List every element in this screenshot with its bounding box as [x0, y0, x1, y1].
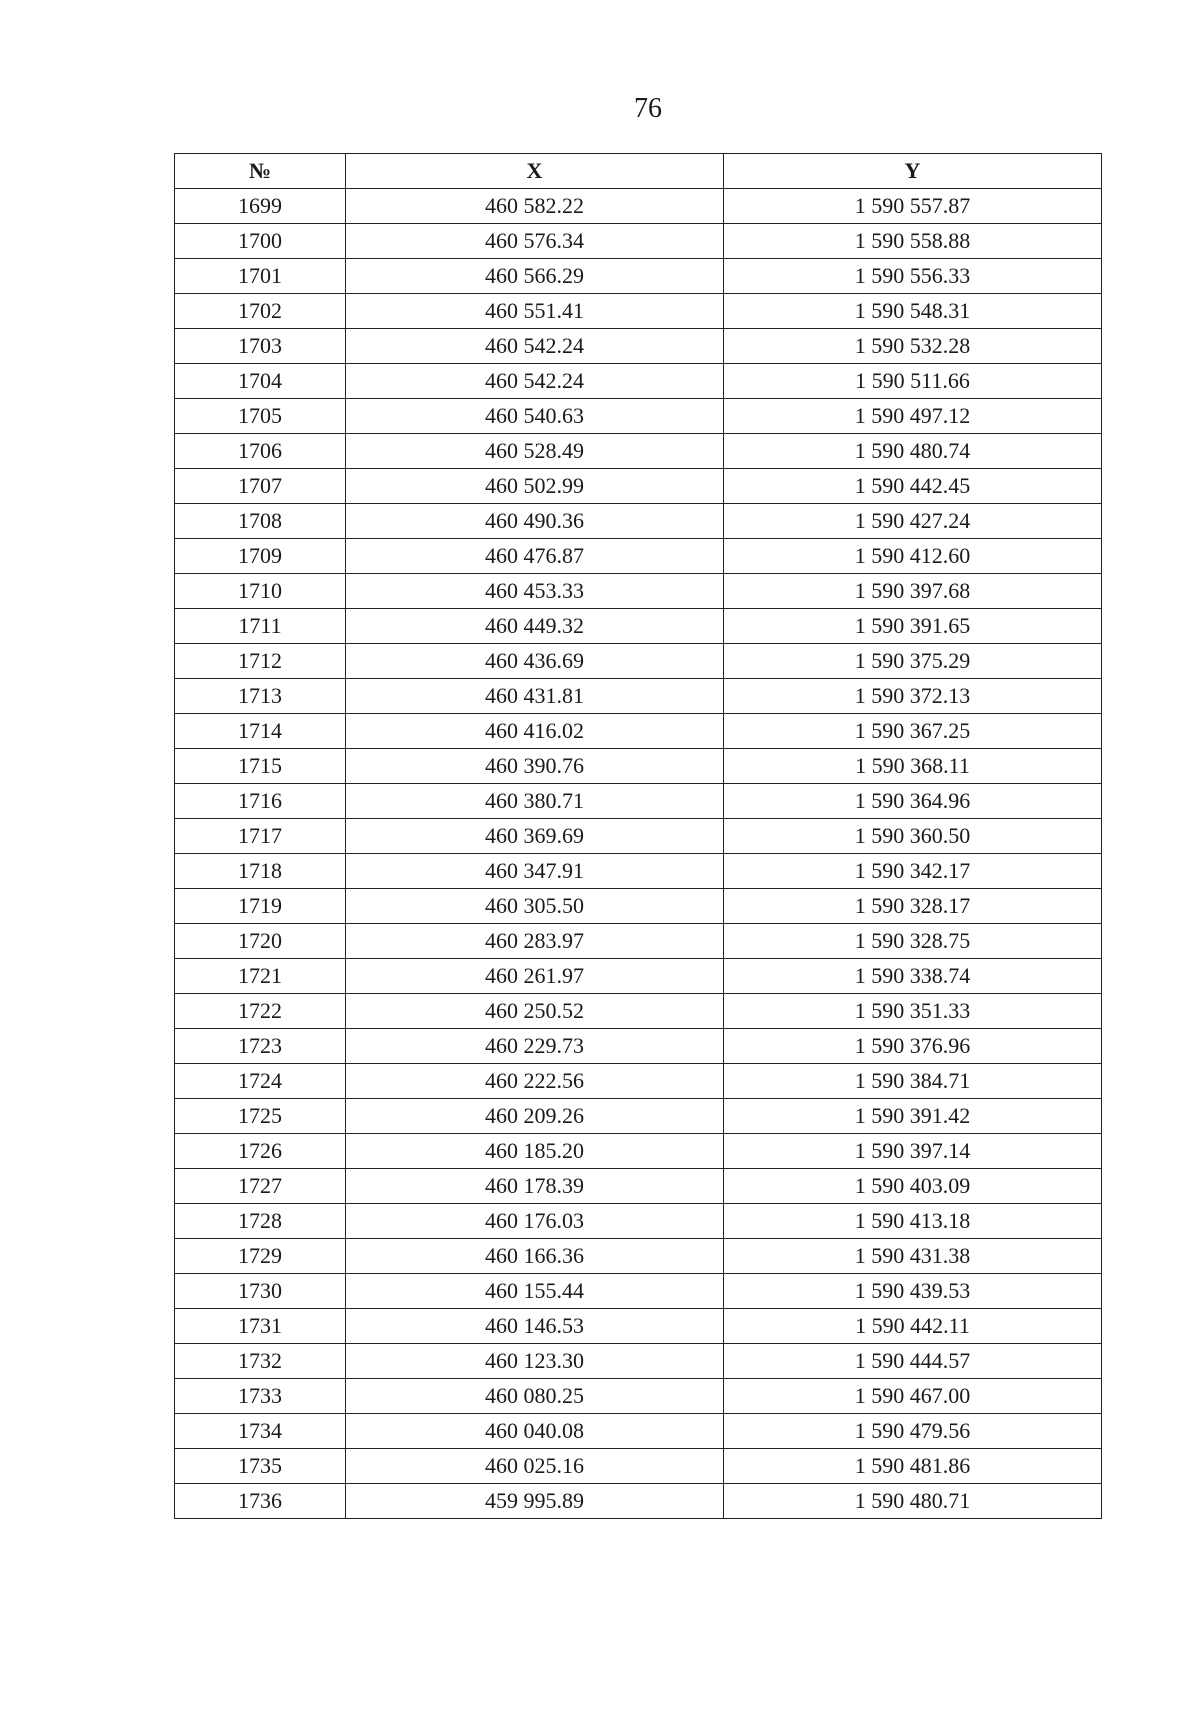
table-row	[175, 539, 1102, 574]
cell-x: 460 528.49	[346, 434, 724, 469]
page-number: 76	[634, 93, 662, 124]
table-row	[175, 329, 1102, 364]
cell-x: 460 502.99	[346, 469, 724, 504]
table-row	[175, 1204, 1102, 1239]
cell-x: 460 542.24	[346, 329, 724, 364]
cell-x: 460 540.63	[346, 399, 724, 434]
table-row	[175, 1239, 1102, 1274]
cell-x: 460 431.81	[346, 679, 724, 714]
cell-y: 1 590 444.57	[724, 1344, 1102, 1379]
cell-y: 1 590 376.96	[724, 1029, 1102, 1064]
cell-number: 1710	[175, 574, 346, 609]
cell-y: 1 590 548.31	[724, 294, 1102, 329]
cell-y: 1 590 532.28	[724, 329, 1102, 364]
cell-number: 1723	[175, 1029, 346, 1064]
table-row	[175, 259, 1102, 294]
cell-x: 460 551.41	[346, 294, 724, 329]
cell-y: 1 590 368.11	[724, 749, 1102, 784]
cell-y: 1 590 328.17	[724, 889, 1102, 924]
header-y: Y	[724, 154, 1102, 189]
table-row	[175, 679, 1102, 714]
cell-number: 1704	[175, 364, 346, 399]
table-row	[175, 1344, 1102, 1379]
cell-x: 460 123.30	[346, 1344, 724, 1379]
table-row	[175, 714, 1102, 749]
cell-y: 1 590 481.86	[724, 1449, 1102, 1484]
cell-y: 1 590 360.50	[724, 819, 1102, 854]
table-row	[175, 1379, 1102, 1414]
cell-y: 1 590 479.56	[724, 1414, 1102, 1449]
cell-x: 460 146.53	[346, 1309, 724, 1344]
table-row	[175, 1099, 1102, 1134]
cell-number: 1700	[175, 224, 346, 259]
cell-number: 1718	[175, 854, 346, 889]
table-row	[175, 889, 1102, 924]
cell-x: 460 490.36	[346, 504, 724, 539]
cell-x: 460 416.02	[346, 714, 724, 749]
cell-number: 1705	[175, 399, 346, 434]
cell-x: 460 582.22	[346, 189, 724, 224]
cell-x: 459 995.89	[346, 1484, 724, 1519]
cell-x: 460 080.25	[346, 1379, 724, 1414]
cell-x: 460 566.29	[346, 259, 724, 294]
cell-number: 1720	[175, 924, 346, 959]
cell-y: 1 590 480.71	[724, 1484, 1102, 1519]
cell-x: 460 576.34	[346, 224, 724, 259]
cell-y: 1 590 375.29	[724, 644, 1102, 679]
cell-y: 1 590 367.25	[724, 714, 1102, 749]
cell-number: 1712	[175, 644, 346, 679]
cell-y: 1 590 391.42	[724, 1099, 1102, 1134]
cell-number: 1725	[175, 1099, 346, 1134]
table-row	[175, 924, 1102, 959]
header-number: №	[175, 154, 346, 189]
cell-y: 1 590 391.65	[724, 609, 1102, 644]
cell-number: 1708	[175, 504, 346, 539]
cell-number: 1719	[175, 889, 346, 924]
cell-y: 1 590 439.53	[724, 1274, 1102, 1309]
cell-x: 460 040.08	[346, 1414, 724, 1449]
table-row	[175, 434, 1102, 469]
cell-x: 460 176.03	[346, 1204, 724, 1239]
table-row	[175, 189, 1102, 224]
cell-y: 1 590 442.11	[724, 1309, 1102, 1344]
cell-x: 460 369.69	[346, 819, 724, 854]
cell-y: 1 590 412.60	[724, 539, 1102, 574]
cell-x: 460 476.87	[346, 539, 724, 574]
cell-x: 460 166.36	[346, 1239, 724, 1274]
cell-x: 460 436.69	[346, 644, 724, 679]
cell-number: 1727	[175, 1169, 346, 1204]
table-row	[175, 504, 1102, 539]
cell-x: 460 222.56	[346, 1064, 724, 1099]
cell-x: 460 305.50	[346, 889, 724, 924]
cell-number: 1730	[175, 1274, 346, 1309]
cell-y: 1 590 497.12	[724, 399, 1102, 434]
cell-y: 1 590 397.14	[724, 1134, 1102, 1169]
cell-number: 1701	[175, 259, 346, 294]
table-row	[175, 224, 1102, 259]
cell-x: 460 283.97	[346, 924, 724, 959]
table-body	[175, 189, 1102, 1519]
cell-x: 460 229.73	[346, 1029, 724, 1064]
header-x: X	[346, 154, 724, 189]
cell-x: 460 025.16	[346, 1449, 724, 1484]
cell-x: 460 347.91	[346, 854, 724, 889]
table-row	[175, 469, 1102, 504]
table-row	[175, 609, 1102, 644]
cell-number: 1733	[175, 1379, 346, 1414]
table-row	[175, 854, 1102, 889]
table-row	[175, 819, 1102, 854]
cell-y: 1 590 427.24	[724, 504, 1102, 539]
table-row	[175, 644, 1102, 679]
cell-x: 460 261.97	[346, 959, 724, 994]
table-row	[175, 574, 1102, 609]
cell-number: 1726	[175, 1134, 346, 1169]
cell-y: 1 590 556.33	[724, 259, 1102, 294]
table-row	[175, 1274, 1102, 1309]
table-row	[175, 1414, 1102, 1449]
table-header	[175, 154, 1102, 189]
table-row	[175, 1064, 1102, 1099]
cell-y: 1 590 442.45	[724, 469, 1102, 504]
cell-y: 1 590 511.66	[724, 364, 1102, 399]
cell-y: 1 590 557.87	[724, 189, 1102, 224]
cell-y: 1 590 431.38	[724, 1239, 1102, 1274]
cell-x: 460 250.52	[346, 994, 724, 1029]
cell-number: 1707	[175, 469, 346, 504]
table-row	[175, 784, 1102, 819]
cell-number: 1732	[175, 1344, 346, 1379]
cell-number: 1703	[175, 329, 346, 364]
cell-y: 1 590 403.09	[724, 1169, 1102, 1204]
cell-number: 1709	[175, 539, 346, 574]
table-row	[175, 1484, 1102, 1519]
cell-number: 1721	[175, 959, 346, 994]
cell-number: 1735	[175, 1449, 346, 1484]
header-row	[175, 154, 1102, 189]
cell-y: 1 590 558.88	[724, 224, 1102, 259]
cell-x: 460 155.44	[346, 1274, 724, 1309]
cell-x: 460 209.26	[346, 1099, 724, 1134]
cell-x: 460 185.20	[346, 1134, 724, 1169]
cell-number: 1734	[175, 1414, 346, 1449]
cell-number: 1714	[175, 714, 346, 749]
cell-number: 1706	[175, 434, 346, 469]
cell-y: 1 590 413.18	[724, 1204, 1102, 1239]
cell-y: 1 590 480.74	[724, 434, 1102, 469]
cell-x: 460 453.33	[346, 574, 724, 609]
cell-x: 460 542.24	[346, 364, 724, 399]
table-row	[175, 994, 1102, 1029]
table-row	[175, 1309, 1102, 1344]
table-row	[175, 749, 1102, 784]
cell-number: 1729	[175, 1239, 346, 1274]
cell-y: 1 590 397.68	[724, 574, 1102, 609]
cell-y: 1 590 328.75	[724, 924, 1102, 959]
cell-y: 1 590 384.71	[724, 1064, 1102, 1099]
cell-y: 1 590 467.00	[724, 1379, 1102, 1414]
cell-x: 460 178.39	[346, 1169, 724, 1204]
cell-number: 1728	[175, 1204, 346, 1239]
cell-y: 1 590 351.33	[724, 994, 1102, 1029]
cell-y: 1 590 364.96	[724, 784, 1102, 819]
cell-number: 1716	[175, 784, 346, 819]
cell-y: 1 590 342.17	[724, 854, 1102, 889]
table-row	[175, 399, 1102, 434]
cell-number: 1711	[175, 609, 346, 644]
cell-number: 1699	[175, 189, 346, 224]
coordinates-table	[174, 153, 1102, 1519]
table-row	[175, 364, 1102, 399]
cell-x: 460 380.71	[346, 784, 724, 819]
cell-number: 1722	[175, 994, 346, 1029]
table-row	[175, 1169, 1102, 1204]
table-row	[175, 1449, 1102, 1484]
cell-x: 460 449.32	[346, 609, 724, 644]
table-row	[175, 959, 1102, 994]
cell-x: 460 390.76	[346, 749, 724, 784]
cell-number: 1715	[175, 749, 346, 784]
table-row	[175, 294, 1102, 329]
cell-y: 1 590 372.13	[724, 679, 1102, 714]
cell-number: 1713	[175, 679, 346, 714]
cell-number: 1717	[175, 819, 346, 854]
table-row	[175, 1134, 1102, 1169]
cell-number: 1702	[175, 294, 346, 329]
cell-number: 1724	[175, 1064, 346, 1099]
cell-number: 1736	[175, 1484, 346, 1519]
cell-y: 1 590 338.74	[724, 959, 1102, 994]
table-row	[175, 1029, 1102, 1064]
cell-number: 1731	[175, 1309, 346, 1344]
